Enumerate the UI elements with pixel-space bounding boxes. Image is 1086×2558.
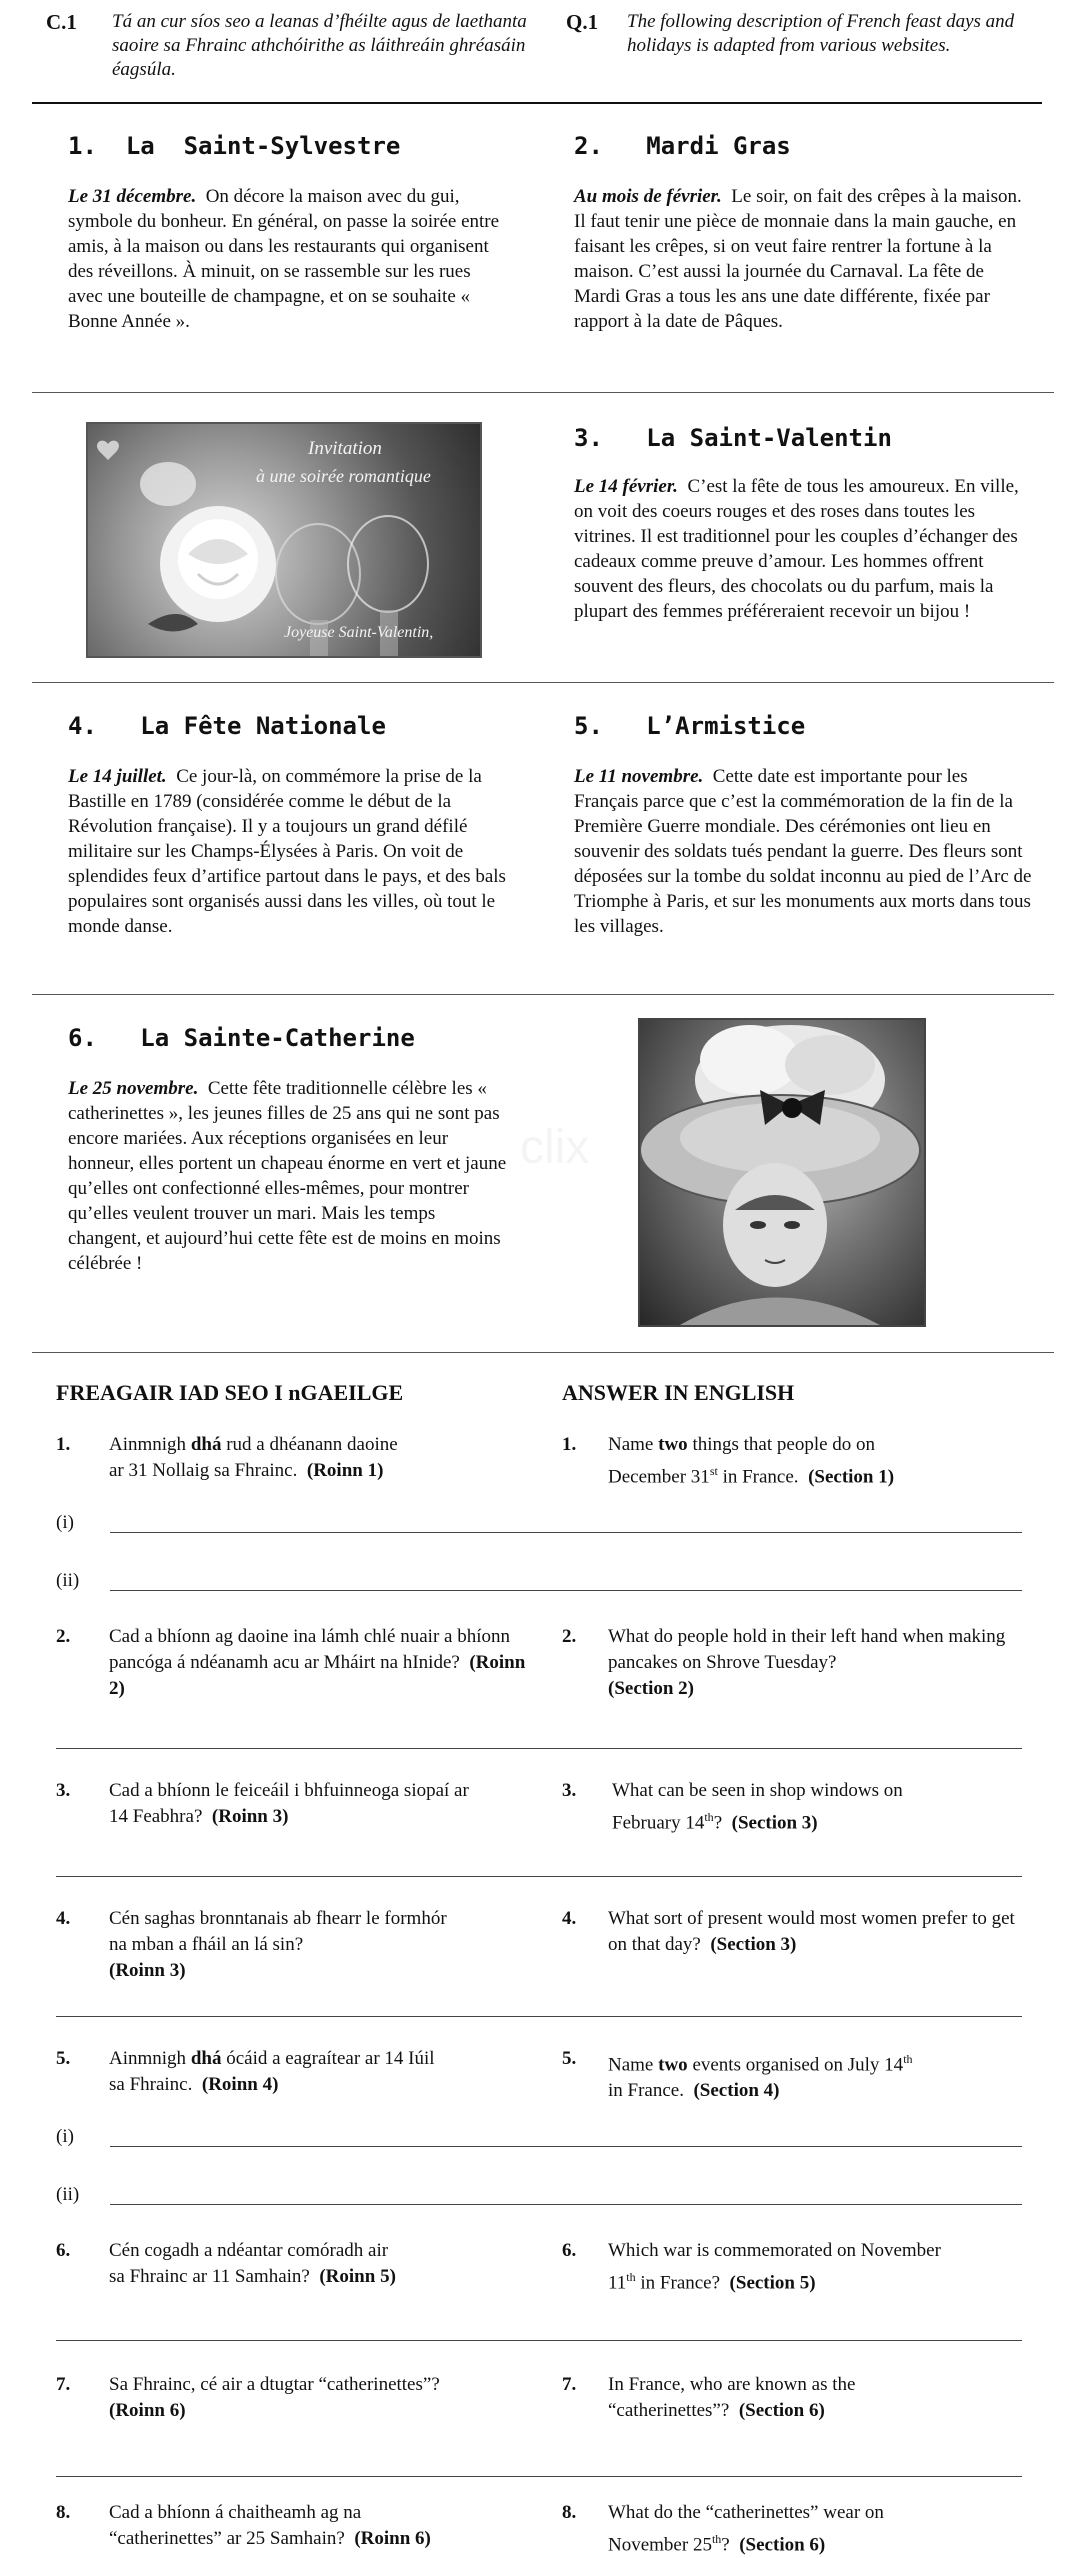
card-line-3: Joyeuse Saint-Valentin, xyxy=(284,624,434,641)
section-6-body: Le 25 novembre. Cette fête traditionnelle célèbre les « catherinettes », les jeunes filles de 25 ans qui ne sont pas encore mariées. Aux réceptions organisées en leur honneur, elles portent un chapeau énorme en vert et jaune qu’elles ont confectionné elles-mêmes, pour montrer qu’elles veulent trouver un mari. Mais les temps changent, et aujourd’hui cette fête est de moins en moins célébrée ! xyxy=(68,1078,507,1274)
question-8-english: 8. What do the “catherinettes” wear on November 25th? (Section 6) xyxy=(562,2502,884,2556)
question-3-irish: 3. Cad a bhíonn le feiceáil i bhfuinneoga siopaí ar 14 Feabhra? (Roinn 3) xyxy=(56,1780,469,1827)
header-divider xyxy=(32,102,1042,104)
answer-5-ii-label: (ii) xyxy=(56,2184,80,2205)
answer-line-6[interactable] xyxy=(56,2340,1022,2341)
question-5-irish: 5. Ainmnigh dhá ócáid a eagraítear ar 14 Iúil sa Fhrainc. (Roinn 4) xyxy=(56,2048,435,2095)
answer-line-7[interactable] xyxy=(56,2476,1022,2477)
answer-line-4[interactable] xyxy=(56,2016,1022,2017)
section-5-title: 5. L’Armistice xyxy=(574,712,806,740)
section-4-body: Le 14 juillet. Ce jour-là, on commémore la prise de la Bastille en 1789 (considérée comme le début de la Révolution française). Il y a toujours un grand défilé militaire sur les Champs-Élysées à Paris. On voit de splendides feux d’artifice partout dans le pays, et des bals populaires sont organisés aussi dans les villes, où tout le monde danse. xyxy=(68,766,506,937)
answer-line-3[interactable] xyxy=(56,1876,1022,1877)
question-7-english: 7. In France, who are known as the “catherinettes”? (Section 6) xyxy=(562,2374,856,2421)
question-3-english: 3. What can be seen in shop windows on February 14th? (Section 3) xyxy=(562,1780,903,1834)
answer-5-i-label: (i) xyxy=(56,2126,74,2147)
question-2-english: 2. What do people hold in their left hand when making pancakes on Shrove Tuesday? (Section 2) xyxy=(562,1626,1006,1699)
header-intro-english: The following description of French feast days and holidays is adapted from various websites. xyxy=(627,11,1015,56)
answer-1-i-label: (i) xyxy=(56,1512,74,1533)
header-intro-irish: Tá an cur síos seo a leanas d’fhéilte agus de laethanta saoire sa Fhrainc athchóirithe as láithreáin ghréasáin éagsúla. xyxy=(112,11,527,80)
answer-line-1-ii[interactable] xyxy=(110,1590,1022,1591)
divider-4 xyxy=(32,1352,1054,1353)
card-line-2: à une soirée romantique xyxy=(256,466,431,486)
question-6-irish: 6. Cén cogadh a ndéantar comóradh air sa Fhrainc ar 11 Samhain? (Roinn 5) xyxy=(56,2240,396,2287)
divider-3 xyxy=(32,994,1054,995)
question-4-irish: 4. Cén saghas bronntanais ab fhearr le formhór na mban a fháil an lá sin? (Roinn 3) xyxy=(56,1908,447,1981)
section-1-title: 1. La Saint-Sylvestre xyxy=(68,132,401,160)
question-1-irish: 1. Ainmnigh dhá rud a dhéanann daoine ar 31 Nollaig sa Fhrainc. (Roinn 1) xyxy=(56,1434,398,1481)
section-2-title: 2. Mardi Gras xyxy=(574,132,791,160)
question-2-irish: 2. Cad a bhíonn ag daoine ina lámh chlé nuair a bhíonn pancóga á ndéanamh acu ar Mháirt na hInide? (Roinn 2) xyxy=(56,1626,526,1699)
question-1-english: 1. Name two things that people do on December 31st in France. (Section 1) xyxy=(562,1434,895,1488)
answer-line-1-i[interactable] xyxy=(110,1532,1022,1533)
question-8-irish: 8. Cad a bhíonn á chaitheamh ag na “catherinettes” ar 25 Samhain? (Roinn 6) xyxy=(56,2502,431,2549)
header-label-irish: C.1 xyxy=(46,10,77,34)
section-4-title: 4. La Fête Nationale xyxy=(68,712,386,740)
questions-header-english: ANSWER IN ENGLISH xyxy=(562,1380,795,1405)
section-1-body: Le 31 décembre. On décore la maison avec du gui, symbole du bonheur. En général, on passe la soirée entre amis, à la maison ou dans les restaurants qui organisent des réveillons. À minuit, on se rassemble sur les rues avec une bouteille de champagne, et on se souhaite « Bonne Année ». xyxy=(68,186,500,332)
section-5-body: Le 11 novembre. Cette date est importante pour les Français parce que c’est la commémoration de la fin de la Première Guerre mondiale. Des cérémonies ont lieu en souvenir des soldats tués pendant la guerre. Des fleurs sont déposées sur la tombe du soldat inconnu au pied de l’Arc de Triomphe à Paris, et sur les monuments aux morts dans tous les villages. xyxy=(574,766,1032,937)
section-2-body: Au mois de février. Le soir, on fait des crêpes à la maison. Il faut tenir une pièce de monnaie dans la main gauche, en faisant les crêpes, si on veut faire rentrer la fortune à la maison. C’est aussi la journée du Carnaval. La fête de Mardi Gras a tous les ans une date différente, fixée par rapport à la date de Pâques. xyxy=(574,186,1022,332)
answer-line-5-ii[interactable] xyxy=(110,2204,1022,2205)
answer-line-2[interactable] xyxy=(56,1748,1022,1749)
divider-1 xyxy=(32,392,1054,393)
divider-2 xyxy=(32,682,1054,683)
question-4-english: 4. What sort of present would most women prefer to get on that day? (Section 3) xyxy=(562,1908,1015,1955)
section-3-body: Le 14 février. C’est la fête de tous les amoureux. En ville, on voit des coeurs rouges et des roses dans toutes les vitrines. Il est traditionnel pour les couples d’échanger des cadeaux comme preuve d’amour. Les hommes offrent souvent des fleurs, des chocolats ou du parfum, mais la plupart des femmes préféreraient recevoir un bijou ! xyxy=(574,476,1019,622)
answer-1-ii-label: (ii) xyxy=(56,1570,80,1591)
answer-line-5-i[interactable] xyxy=(110,2146,1022,2147)
question-7-irish: 7. Sa Fhrainc, cé air a dtugtar “catherinettes”? (Roinn 6) xyxy=(56,2374,440,2421)
valentine-card-image xyxy=(86,422,482,658)
questions-header-irish: FREAGAIR IAD SEO I nGAEILGE xyxy=(56,1380,404,1405)
catherinette-photo xyxy=(638,1018,926,1327)
header-label-english: Q.1 xyxy=(566,10,599,34)
watermark xyxy=(520,1120,589,1175)
card-line-1: Invitation xyxy=(308,438,382,459)
section-3-title: 3. La Saint-Valentin xyxy=(574,424,892,452)
question-6-english: 6. Which war is commemorated on November 11th in France? (Section 5) xyxy=(562,2240,941,2294)
question-5-english: 5. Name two events organised on July 14th in France. (Section 4) xyxy=(562,2048,913,2102)
section-6-title: 6. La Sainte-Catherine xyxy=(68,1024,415,1052)
